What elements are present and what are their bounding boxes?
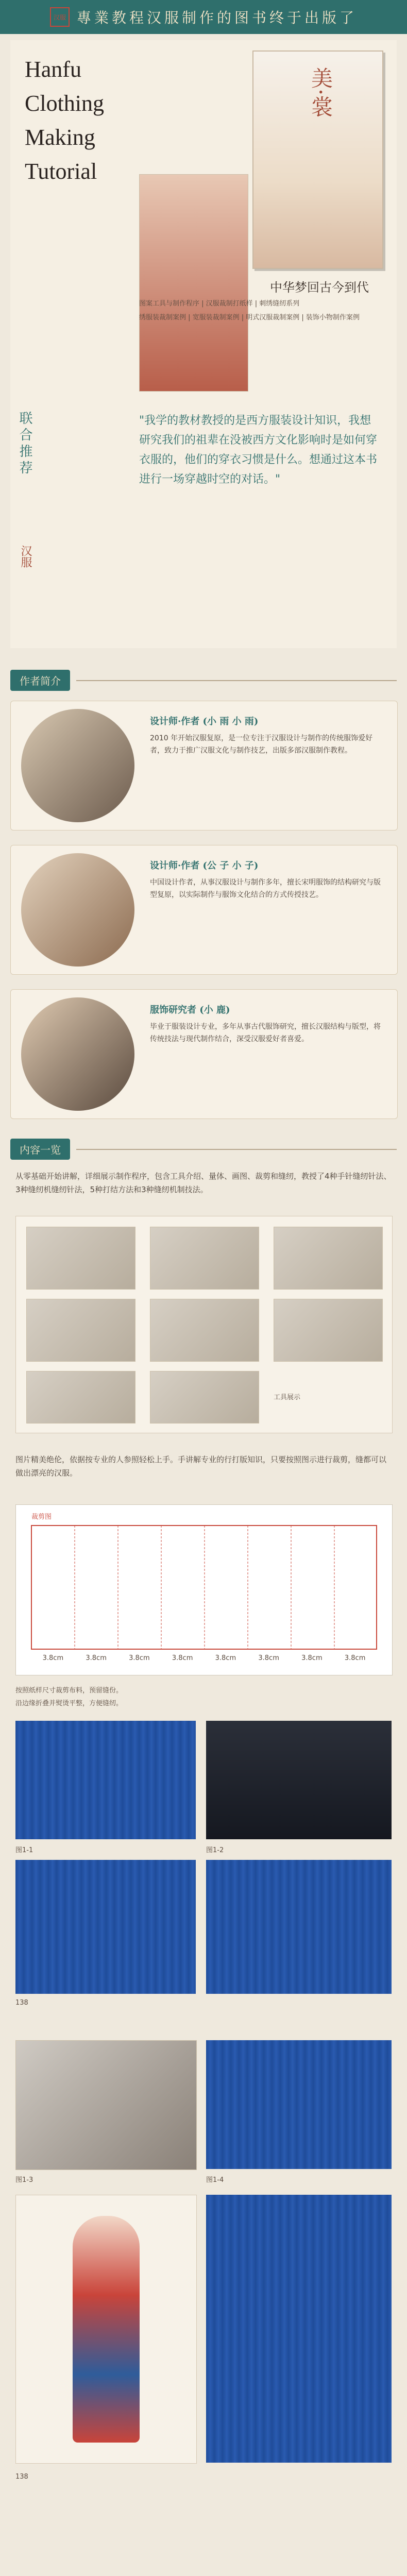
tool-photo bbox=[26, 1371, 135, 1423]
section-rule bbox=[76, 680, 397, 681]
cover-toc bbox=[139, 298, 386, 321]
author-bio: 2010 年开始汉服复原，是一位专注于汉服设计与制作的传统服饰爱好者，致力于推广汉服文化与制作技艺，出版多部汉服制作教程。 bbox=[150, 734, 373, 755]
author-card bbox=[10, 701, 398, 831]
author-card bbox=[10, 845, 398, 975]
author-card bbox=[10, 989, 398, 1119]
author-avatar bbox=[21, 709, 134, 822]
author-avatar bbox=[21, 997, 134, 1111]
fabric-photo bbox=[15, 1721, 196, 1839]
figure-label: 图1-2 bbox=[206, 1846, 224, 1854]
segment-label: 3.8cm bbox=[172, 1654, 193, 1662]
tool-photo bbox=[274, 1227, 383, 1290]
cover-quote: "我学的教材教授的是西方服装设计知识，我想研究我们的祖辈在没被西方文化影响时是如何穿衣服的，他们的穿衣习惯是什么。想通过这本书进行一场穿越时空的对话。" bbox=[139, 414, 378, 486]
author-avatar bbox=[21, 853, 134, 967]
figure-label: 图1-1 bbox=[15, 1846, 33, 1854]
figure-label: 图1-4 bbox=[206, 2176, 224, 2184]
title-line: Tutorial bbox=[25, 159, 97, 184]
side-tag: 联合推荐 bbox=[17, 411, 32, 477]
book-cover bbox=[252, 50, 383, 269]
section-title: 内容一览 bbox=[10, 1139, 70, 1160]
top-banner bbox=[0, 0, 407, 34]
section-title: 作者简介 bbox=[10, 670, 70, 691]
section-authors bbox=[10, 670, 397, 691]
finished-skirt-photo bbox=[206, 2195, 392, 2463]
pattern-segments bbox=[31, 1654, 377, 1662]
author-name: 设计师·作者 (小 雨 小 雨) bbox=[150, 716, 259, 727]
pattern-intro: 图片精美绝伦，依据按专业的人参照轻松上手。手讲解专业的行打版知识，只要按照图示进行裁剪，缝都可以做出漂亮的汉服。 bbox=[15, 1455, 387, 1478]
note-line: 沿边缘折叠并熨烫平整，方便缝纫。 bbox=[15, 1700, 123, 1707]
section-steps bbox=[10, 1139, 397, 1160]
page-number: 138 bbox=[15, 2473, 28, 2481]
tools-caption: 工具展示 bbox=[274, 1394, 301, 1401]
seal-icon: 汉服 bbox=[50, 7, 70, 27]
cover-title-en bbox=[25, 53, 104, 189]
illustration-card bbox=[15, 2195, 197, 2464]
title-line: Clothing bbox=[25, 91, 105, 116]
fabric-photo bbox=[206, 1860, 392, 1994]
author-bio: 中国设计作者，从事汉服设计与制作多年，擅长宋明服饰的结构研究与版型复原，以实际制作与服饰文化结合的方式传授技艺。 bbox=[150, 878, 381, 899]
segment-label: 3.8cm bbox=[215, 1654, 236, 1662]
author-name: 服饰研究者 (小 鹿) bbox=[150, 1005, 230, 1015]
steps-intro: 从零基础开始讲解，详细展示制作程序，包含工具介绍、量体、画图、裁剪和缝纫，教授了4种手针缝纫针法、3种缝纫机缝纫针法，5种打结方法和3种缝纫机制技法。 bbox=[15, 1172, 392, 1194]
cover-tagline: 中华梦回古今到代 bbox=[270, 280, 369, 295]
model-photo bbox=[139, 174, 248, 392]
tool-photo bbox=[150, 1227, 259, 1290]
title-line: Making bbox=[25, 125, 95, 150]
author-bio: 毕业于服装设计专业，多年从事古代服饰研究，擅长汉服结构与版型，将传统技法与现代制作结合，深受汉服爱好者喜爱。 bbox=[150, 1023, 381, 1043]
pattern-label: 裁剪图 bbox=[31, 1513, 52, 1521]
fabric-photo bbox=[206, 1721, 392, 1839]
tools-grid bbox=[15, 1216, 393, 1433]
segment-label: 3.8cm bbox=[301, 1654, 323, 1662]
sewing-photo bbox=[15, 2040, 197, 2170]
segment-label: 3.8cm bbox=[129, 1654, 150, 1662]
side-tag-2: 汉服 bbox=[19, 545, 32, 568]
author-name: 设计师·作者 (公 子 小 子) bbox=[150, 860, 259, 871]
tool-photo bbox=[26, 1299, 135, 1362]
note-line: 按照纸样尺寸裁剪布料，预留缝份。 bbox=[15, 1687, 123, 1694]
page-banner-title: 專業教程汉服制作的图书终于出版了 bbox=[76, 9, 357, 26]
fabric-photo bbox=[15, 1860, 196, 1994]
title-line: Hanfu bbox=[25, 57, 81, 82]
segment-label: 3.8cm bbox=[42, 1654, 64, 1662]
fabric-photo bbox=[206, 2040, 392, 2169]
tool-photo bbox=[150, 1299, 259, 1362]
segment-label: 3.8cm bbox=[258, 1654, 279, 1662]
cover-section bbox=[10, 40, 397, 648]
page-number: 138 bbox=[15, 1999, 28, 2007]
tool-photo bbox=[274, 1299, 383, 1362]
toc-line: 图案工具与制作程序 | 汉服裁制打纸样 | 刺绣缝纫系列 bbox=[139, 300, 300, 308]
tool-photo bbox=[26, 1227, 135, 1290]
segment-label: 3.8cm bbox=[344, 1654, 366, 1662]
pattern-svg bbox=[16, 1505, 392, 1675]
section-rule bbox=[76, 1149, 397, 1150]
figure-illustration bbox=[73, 2216, 140, 2443]
figure-label: 图1-3 bbox=[15, 2176, 33, 2184]
side-tags bbox=[15, 411, 52, 477]
tool-photo bbox=[150, 1371, 259, 1423]
pattern-diagram bbox=[15, 1504, 393, 1675]
book-cover-title: 美·裳 bbox=[308, 67, 333, 117]
segment-label: 3.8cm bbox=[86, 1654, 107, 1662]
toc-line: 绣服装裁制案例 | 宽服装裁制案例 | 明式汉服裁制案例 | 装饰小物制作案例 bbox=[139, 314, 360, 321]
